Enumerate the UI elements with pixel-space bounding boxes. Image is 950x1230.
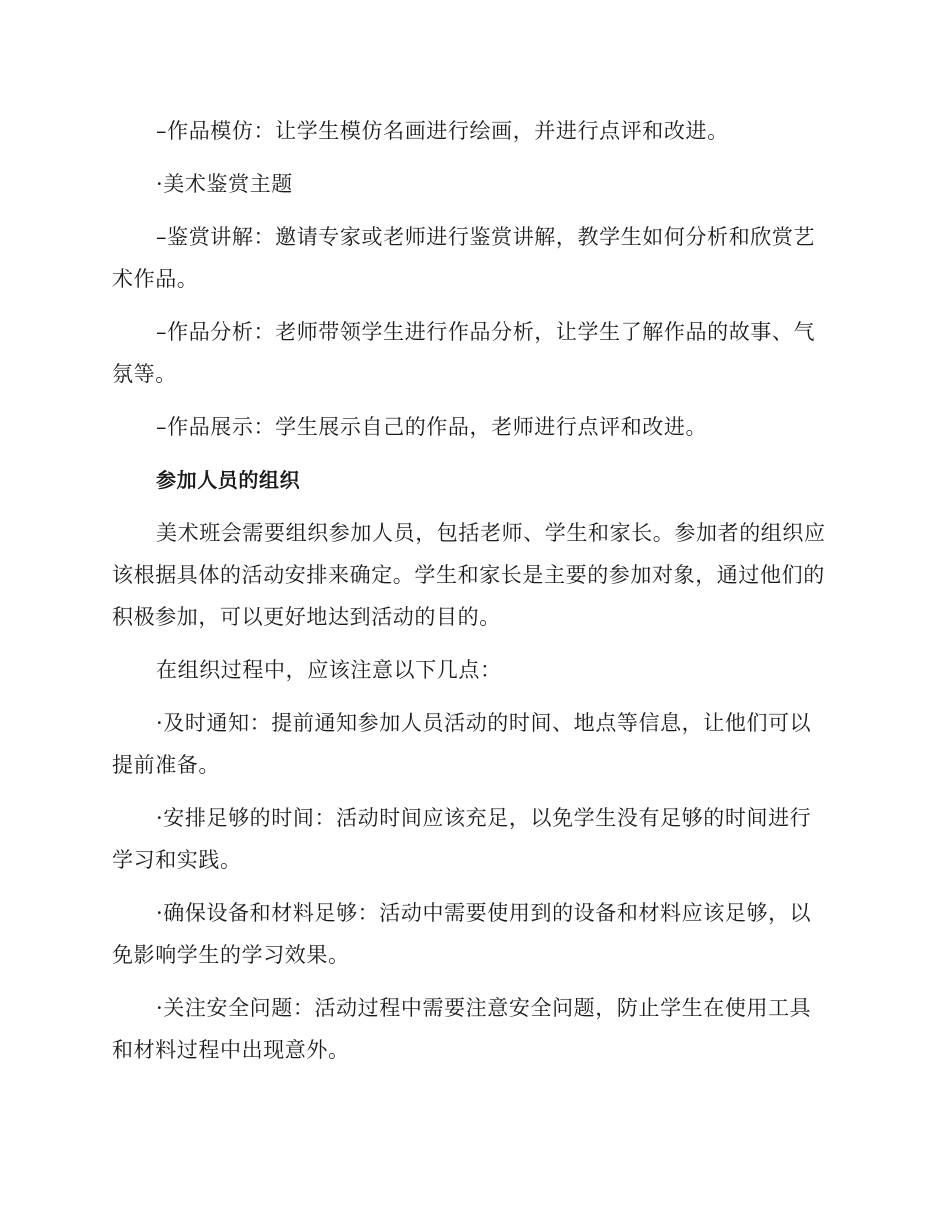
paragraph-notes-intro: 在组织过程中，应该注意以下几点： [156,658,502,682]
paragraph-timely-notice: ·及时通知：提前通知参加人员活动的时间、地点等信息，让他们可以提前准备。 [112,711,812,777]
paragraph-work-analysis: –作品分析：老师带领学生进行作品分析，让学生了解作品的故事、气氛等。 [112,320,816,386]
document-body [112,110,828,1082]
paragraph-enough-time: ·安排足够的时间：活动时间应该充足，以免学生没有足够的时间进行学习和实践。 [112,806,812,872]
paragraph-participants: 美术班会需要组织参加人员，包括老师、学生和家长。参加者的组织应该根据具体的活动安排来确定。学生和家长是主要的参加对象，通过他们的积极参加，可以更好地达到活动的目的。 [112,521,826,629]
paragraph-work-display: –作品展示：学生展示自己的作品，老师进行点评和改进。 [156,415,708,439]
paragraph-imitation: –作品模仿：让学生模仿名画进行绘画，并进行点评和改进。 [156,119,729,143]
paragraph-appreciation-theme: ·美术鉴赏主题 [156,172,293,196]
paragraph-equipment: ·确保设备和材料足够：活动中需要使用到的设备和材料应该足够，以免影响学生的学习效果。 [112,901,812,967]
paragraph-appreciation-lecture: –鉴赏讲解：邀请专家或老师进行鉴赏讲解，教学生如何分析和欣赏艺术作品。 [112,225,816,291]
section-heading: 参加人员的组织 [156,468,301,492]
paragraph-safety: ·关注安全问题：活动过程中需要注意安全问题，防止学生在使用工具和材料过程中出现意外。 [112,996,812,1062]
